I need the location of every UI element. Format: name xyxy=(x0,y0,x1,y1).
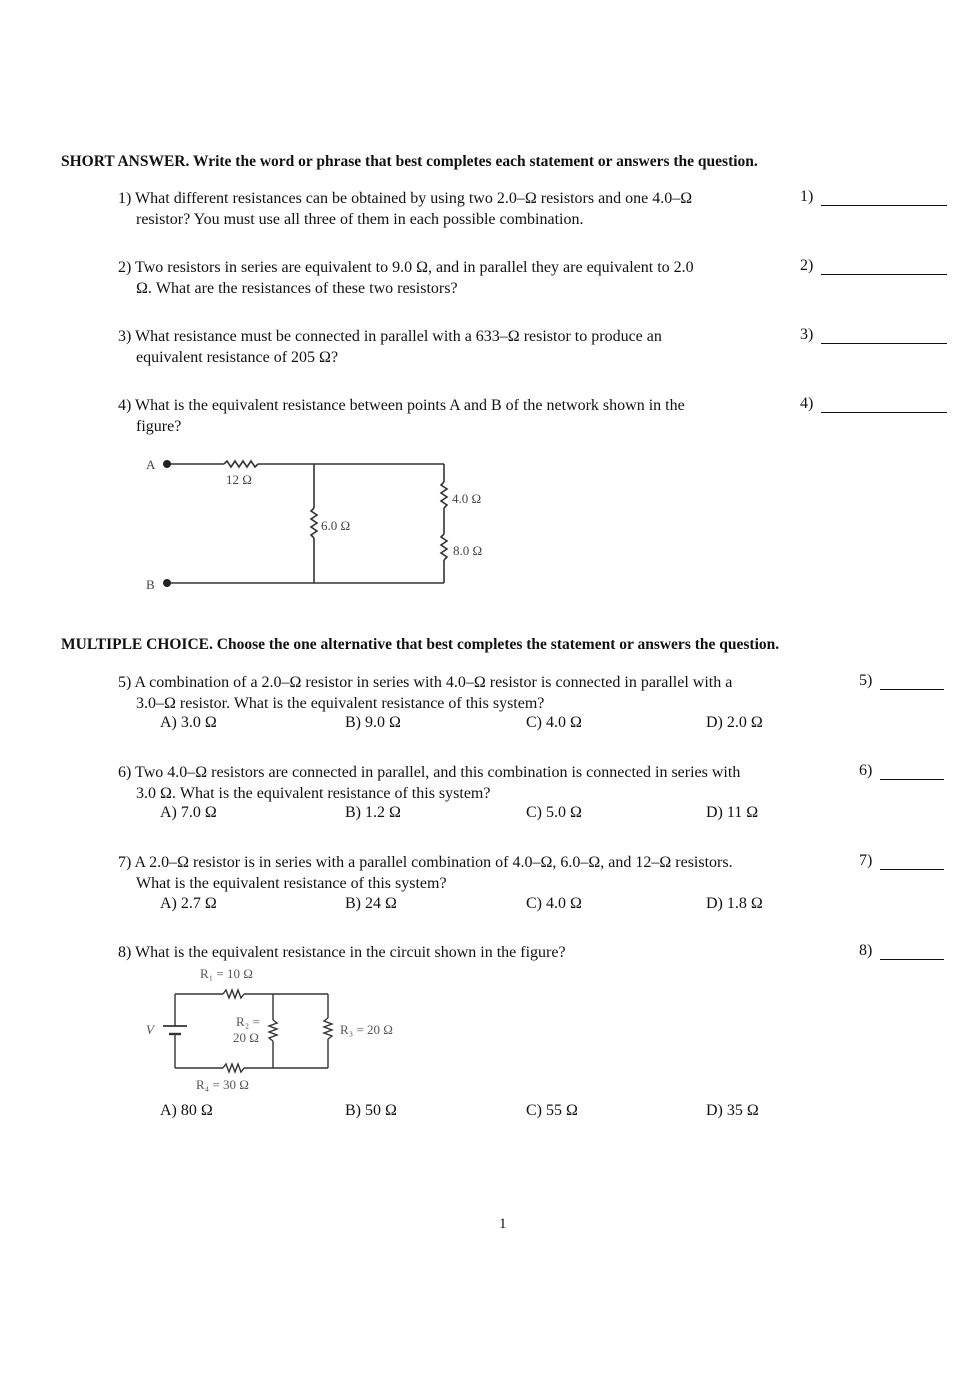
question-1 xyxy=(118,188,808,230)
question-text-cont: 3.0 Ω. What is the equivalent resistance of this system? xyxy=(136,785,491,802)
choice-c[interactable]: C) 5.0 Ω xyxy=(526,804,582,821)
answer-line[interactable] xyxy=(880,943,944,960)
answer-label: 3) xyxy=(800,326,814,343)
answer-line[interactable] xyxy=(880,763,944,780)
question-text: A combination of a 2.0–Ω resistor in series with 4.0–Ω resistor is connected in parallel with a xyxy=(134,674,733,691)
question-5 xyxy=(118,672,808,714)
label-8-ohm: 8.0 Ω xyxy=(453,543,483,558)
choice-c[interactable]: C) 4.0 Ω xyxy=(526,895,582,912)
answer-line[interactable] xyxy=(821,258,947,275)
terminal-a xyxy=(163,460,171,468)
question-text: What resistance must be connected in parallel with a 633–Ω resistor to produce an xyxy=(135,328,662,345)
answer-line[interactable] xyxy=(880,853,944,870)
question-text-cont: resistor? You must use all three of them in each possible combination. xyxy=(136,211,584,228)
choice-a[interactable]: A) 80 Ω xyxy=(160,1102,213,1119)
resistor-4-ohm xyxy=(441,482,447,508)
question-8 xyxy=(118,942,808,963)
question-text: What different resistances can be obtained by using two 2.0–Ω resistors and one 4.0–Ω xyxy=(135,190,693,207)
answer-blank-2[interactable] xyxy=(800,257,947,275)
question-number: 6) xyxy=(118,764,132,781)
label-4-ohm: 4.0 Ω xyxy=(452,491,482,506)
question-number: 2) xyxy=(118,259,132,276)
label-r2-b: 20 Ω xyxy=(233,1030,259,1045)
answer-blank-3[interactable] xyxy=(800,326,947,344)
label-r4: R₄ = 30 Ω xyxy=(196,1077,249,1092)
question-number: 1) xyxy=(118,190,132,207)
question-text: Two resistors in series are equivalent to 9.0 Ω, and in parallel they are equivalent to 2.0 xyxy=(135,259,694,276)
choice-b[interactable]: B) 9.0 Ω xyxy=(345,714,401,731)
choice-a[interactable]: A) 3.0 Ω xyxy=(160,714,217,731)
question-text-cont: Ω. What are the resistances of these two resistors? xyxy=(136,280,458,297)
resistor-r1 xyxy=(223,990,244,998)
label-a: A xyxy=(146,457,156,472)
question-text-cont: figure? xyxy=(136,418,182,435)
terminal-b xyxy=(163,579,171,587)
answer-label: 7) xyxy=(859,852,873,869)
question-number: 3) xyxy=(118,328,132,345)
choice-d[interactable]: D) 1.8 Ω xyxy=(706,895,763,912)
label-r1: R₁ = 10 Ω xyxy=(200,966,253,981)
choice-a[interactable]: A) 2.7 Ω xyxy=(160,895,217,912)
question-number: 8) xyxy=(118,944,132,961)
question-7 xyxy=(118,852,828,894)
answer-line[interactable] xyxy=(821,327,947,344)
label-r2-a: R₂ = xyxy=(236,1014,260,1029)
answer-blank-4[interactable] xyxy=(800,395,947,413)
question-text-cont: 3.0–Ω resistor. What is the equivalent resistance of this system? xyxy=(136,695,545,712)
resistor-6-ohm xyxy=(311,508,317,538)
label-6-ohm: 6.0 Ω xyxy=(321,518,351,533)
answer-label: 6) xyxy=(859,762,873,779)
question-6 xyxy=(118,762,828,804)
choice-b[interactable]: B) 1.2 Ω xyxy=(345,804,401,821)
short-answer-heading: SHORT ANSWER. Write the word or phrase that best completes each statement or answers the question. xyxy=(61,153,758,170)
answer-blank-7[interactable] xyxy=(859,852,944,870)
choice-b[interactable]: B) 24 Ω xyxy=(345,895,397,912)
resistor-8-ohm xyxy=(441,534,447,560)
answer-line[interactable] xyxy=(880,673,944,690)
question-text: A 2.0–Ω resistor is in series with a parallel combination of 4.0–Ω, 6.0–Ω, and 12–Ω resistors. xyxy=(134,854,733,871)
question-2 xyxy=(118,257,808,299)
question-text: What is the equivalent resistance between points A and B of the network shown in the xyxy=(135,397,685,414)
question-4 xyxy=(118,395,808,437)
resistor-12-ohm xyxy=(224,461,258,467)
question-text: Two 4.0–Ω resistors are connected in parallel, and this combination is connected in series with xyxy=(135,764,741,781)
label-12-ohm: 12 Ω xyxy=(226,472,252,487)
question-3 xyxy=(118,326,808,368)
question-text: What is the equivalent resistance in the circuit shown in the figure? xyxy=(135,944,566,961)
label-r3: R₃ = 20 Ω xyxy=(340,1022,393,1037)
answer-blank-1[interactable] xyxy=(800,188,947,206)
answer-label: 1) xyxy=(800,188,814,205)
choice-b[interactable]: B) 50 Ω xyxy=(345,1102,397,1119)
page-number: 1 xyxy=(499,1216,507,1232)
answer-label: 8) xyxy=(859,942,873,959)
resistor-r3 xyxy=(324,1018,332,1039)
answer-line[interactable] xyxy=(821,396,947,413)
resistor-r4 xyxy=(223,1064,244,1072)
circuit-figure-2 xyxy=(140,962,420,1096)
label-b: B xyxy=(146,577,155,592)
label-v: V xyxy=(146,1022,154,1037)
answer-label: 2) xyxy=(800,257,814,274)
question-text-cont: What is the equivalent resistance of this system? xyxy=(136,875,447,892)
choice-d[interactable]: D) 11 Ω xyxy=(706,804,759,821)
answer-line[interactable] xyxy=(821,189,947,206)
resistor-r2 xyxy=(269,1020,277,1041)
choice-c[interactable]: C) 55 Ω xyxy=(526,1102,578,1119)
choice-d[interactable]: D) 2.0 Ω xyxy=(706,714,763,731)
choice-a[interactable]: A) 7.0 Ω xyxy=(160,804,217,821)
answer-blank-5[interactable] xyxy=(859,672,944,690)
question-number: 4) xyxy=(118,397,132,414)
choice-c[interactable]: C) 4.0 Ω xyxy=(526,714,582,731)
circuit-figure-1 xyxy=(140,452,510,597)
answer-blank-8[interactable] xyxy=(859,942,944,960)
choice-d[interactable]: D) 35 Ω xyxy=(706,1102,759,1119)
question-number: 7) xyxy=(118,854,132,871)
answer-label: 4) xyxy=(800,395,814,412)
question-number: 5) xyxy=(118,674,132,691)
answer-blank-6[interactable] xyxy=(859,762,944,780)
question-text-cont: equivalent resistance of 205 Ω? xyxy=(136,349,339,366)
answer-label: 5) xyxy=(859,672,873,689)
multiple-choice-heading: MULTIPLE CHOICE. Choose the one alternative that best completes the statement or answers the question. xyxy=(61,636,780,653)
